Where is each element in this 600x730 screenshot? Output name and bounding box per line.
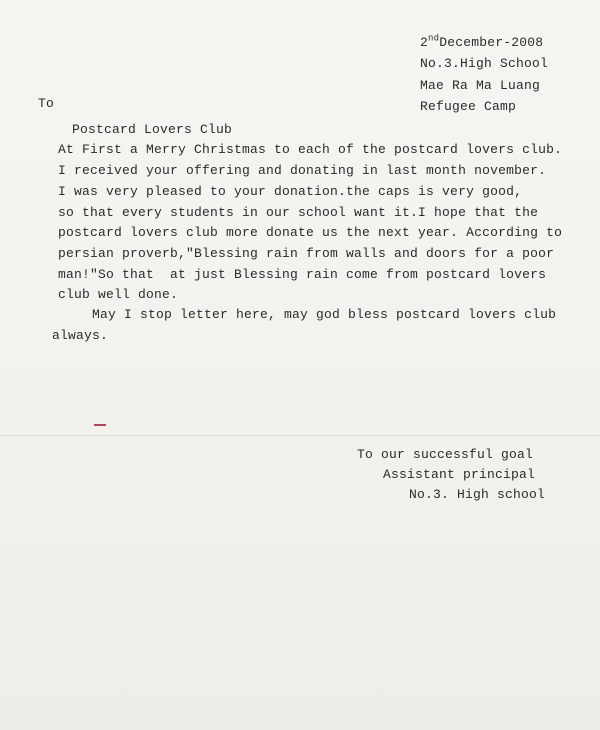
closing-line-1: May I stop letter here, may god bless postcard lovers club [92,307,557,322]
body-line-4: so that every students in our school want it.I hope that the [58,205,539,220]
body-line-8: club well done. [58,287,179,302]
sender-camp: Refugee Camp [420,99,517,114]
signature-line-3: No.3. High school [409,487,546,502]
ink-mark [94,424,106,426]
body-line-3: I was very pleased to your donation.the caps is very good, [58,184,523,199]
date-line: 2ndDecember-2008 [420,33,544,50]
body-line-5: postcard lovers club more donate us the next year. According to [58,225,563,240]
body-line-6: persian proverb,"Blessing rain from walls and doors for a poor [58,246,555,261]
signature-line-2: Assistant principal [383,467,536,482]
body-line-2: I received your offering and donating in last month november. [58,163,547,178]
recipient-name: Postcard Lovers Club [72,122,233,137]
signature-line-1: To our successful goal [357,447,534,462]
paper-fold [0,435,600,436]
closing-line-2: always. [52,328,109,343]
sender-school: No.3.High School [420,56,549,71]
body-line-1: At First a Merry Christmas to each of the postcard lovers club. [58,142,563,157]
salutation-to: To [38,96,55,111]
body-line-7: man!"So that at just Blessing rain come from postcard lovers [58,267,547,282]
sender-location: Mae Ra Ma Luang [420,78,541,93]
